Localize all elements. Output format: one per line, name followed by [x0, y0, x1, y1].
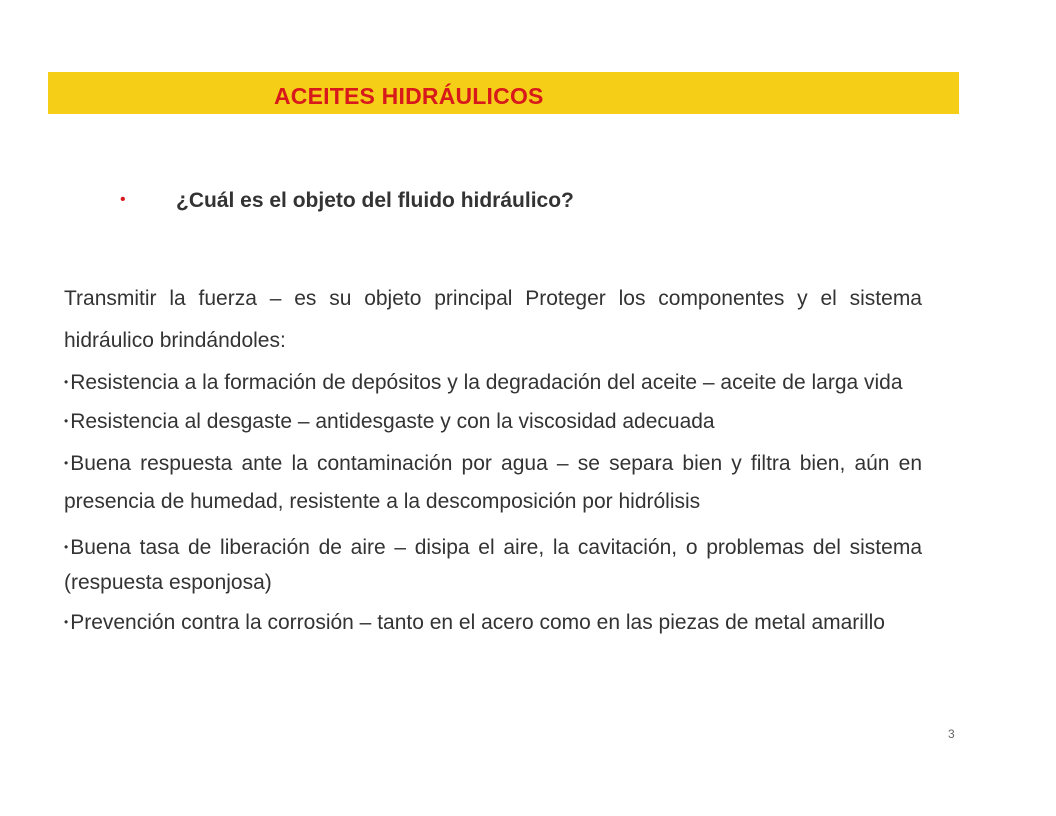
question-bullet: • — [120, 191, 126, 208]
bullet-marker: • — [64, 615, 69, 629]
point-water — [64, 444, 922, 521]
point-wear — [64, 409, 922, 434]
question-text: ¿Cuál es el objeto del fluido hidráulico? — [176, 189, 574, 212]
bullet-marker: • — [64, 375, 69, 389]
point-text: Resistencia al desgaste – antidesgaste y con la viscosidad adecuada — [70, 410, 715, 433]
point-text: Prevención contra la corrosión – tanto en el acero como en las piezas de metal amarillo — [70, 611, 885, 634]
slide-body — [64, 278, 922, 644]
slide-number: 3 — [948, 727, 955, 741]
point-text: Resistencia a la formación de depósitos y la degradación del aceite – aceite de larga vida — [70, 371, 903, 394]
intro-paragraph: Transmitir la fuerza – es su objeto principal Proteger los componentes y el sistema hidráulico brindándoles: — [64, 287, 922, 352]
bullet-marker: • — [64, 414, 69, 428]
slide-title: ACEITES HIDRÁULICOS — [274, 83, 544, 109]
point-text: Buena respuesta ante la contaminación por agua – se separa bien y filtra bien, aún en presencia de humedad, resistente a la descomposición por hidrólisis — [64, 452, 922, 513]
point-air — [64, 530, 922, 600]
bullet-marker: • — [64, 540, 69, 554]
question-row — [120, 189, 820, 219]
bullet-marker: • — [64, 456, 69, 470]
point-text: Buena tasa de liberación de aire – disipa el aire, la cavitación, o problemas del sistema (respuesta esponjosa) — [64, 536, 922, 594]
title-bar — [48, 72, 959, 114]
point-deposits — [64, 370, 922, 395]
point-corrosion — [64, 610, 922, 635]
